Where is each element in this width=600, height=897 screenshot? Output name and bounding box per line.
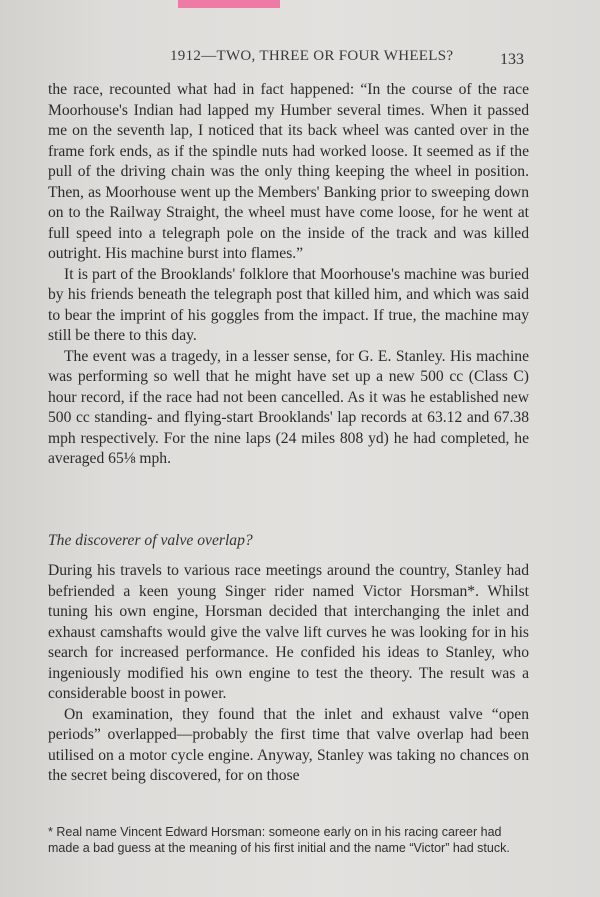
pink-tab-marker (178, 0, 280, 8)
paragraph-3: The event was a tragedy, in a lesser sense, for G. E. Stanley. His machine was performing so well that he might have set up a new 500 cc (Class C) hour record, if the race had not been cancelled. As it was he established new 500 cc standing- and flying-start Brooklands' lap records at 63.12 and 67.38 mph respectively. For the nine laps (24 miles 808 yd) he had completed, he averaged 65⅛ mph. (48, 347, 529, 467)
page-header (0, 48, 600, 72)
paragraph-1: the race, recounted what had in fact happened: “In the course of the race Moorhouse's Indian had lapped my Humber several times. When it passed me on the seventh lap, I noticed that its back wheel was canted over in the frame fork ends, as if the spindle nuts had worked loose. It seemed as if the pull of the driving chain was the only thing keeping the wheel in position. Then, as Moorhouse went up the Members' Banking prior to sweeping down on to the Railway Straight, the wheel must have come loose, for he went at full speed into a telegraph pole on the inside of the track and was killed outright. His machine burst into flames.” (48, 81, 529, 262)
section-heading: The discoverer of valve overlap? (48, 532, 253, 549)
footnote (48, 824, 529, 856)
running-head: 1912—TWO, THREE OR FOUR WHEELS? (170, 48, 454, 64)
body-text (48, 80, 529, 470)
section-body-text (48, 561, 529, 787)
paragraph-2: It is part of the Brooklands' folklore that Moorhouse's machine was buried by his friends beneath the telegraph post that killed him, and which was said to bear the imprint of his goggles from the impact. If true, the machine may still be there to this day. (48, 265, 529, 344)
section-paragraph-2: On examination, they found that the inlet and exhaust valve “open periods” overlapped—probably the first time that valve overlap had been utilised on a motor cycle engine. Anyway, Stanley was taking no chances on the secret being discovered, for on those (48, 705, 529, 784)
footnote-text: * Real name Vincent Edward Horsman: someone early on in his racing career had made a bad guess at the meaning of his first initial and the name “Victor” had stuck. (48, 825, 510, 855)
page-number: 133 (500, 51, 524, 68)
section-paragraph-1: During his travels to various race meetings around the country, Stanley had befriended a keen young Singer rider named Victor Horsman*. Whilst tuning his own engine, Horsman decided that interchanging the inlet and exhaust camshafts would give the valve lift curves he was looking for in his search for increased performance. He confided his ideas to Stanley, who ingeniously modified his own engine to test the theory. The result was a considerable boost in power. (48, 562, 529, 702)
